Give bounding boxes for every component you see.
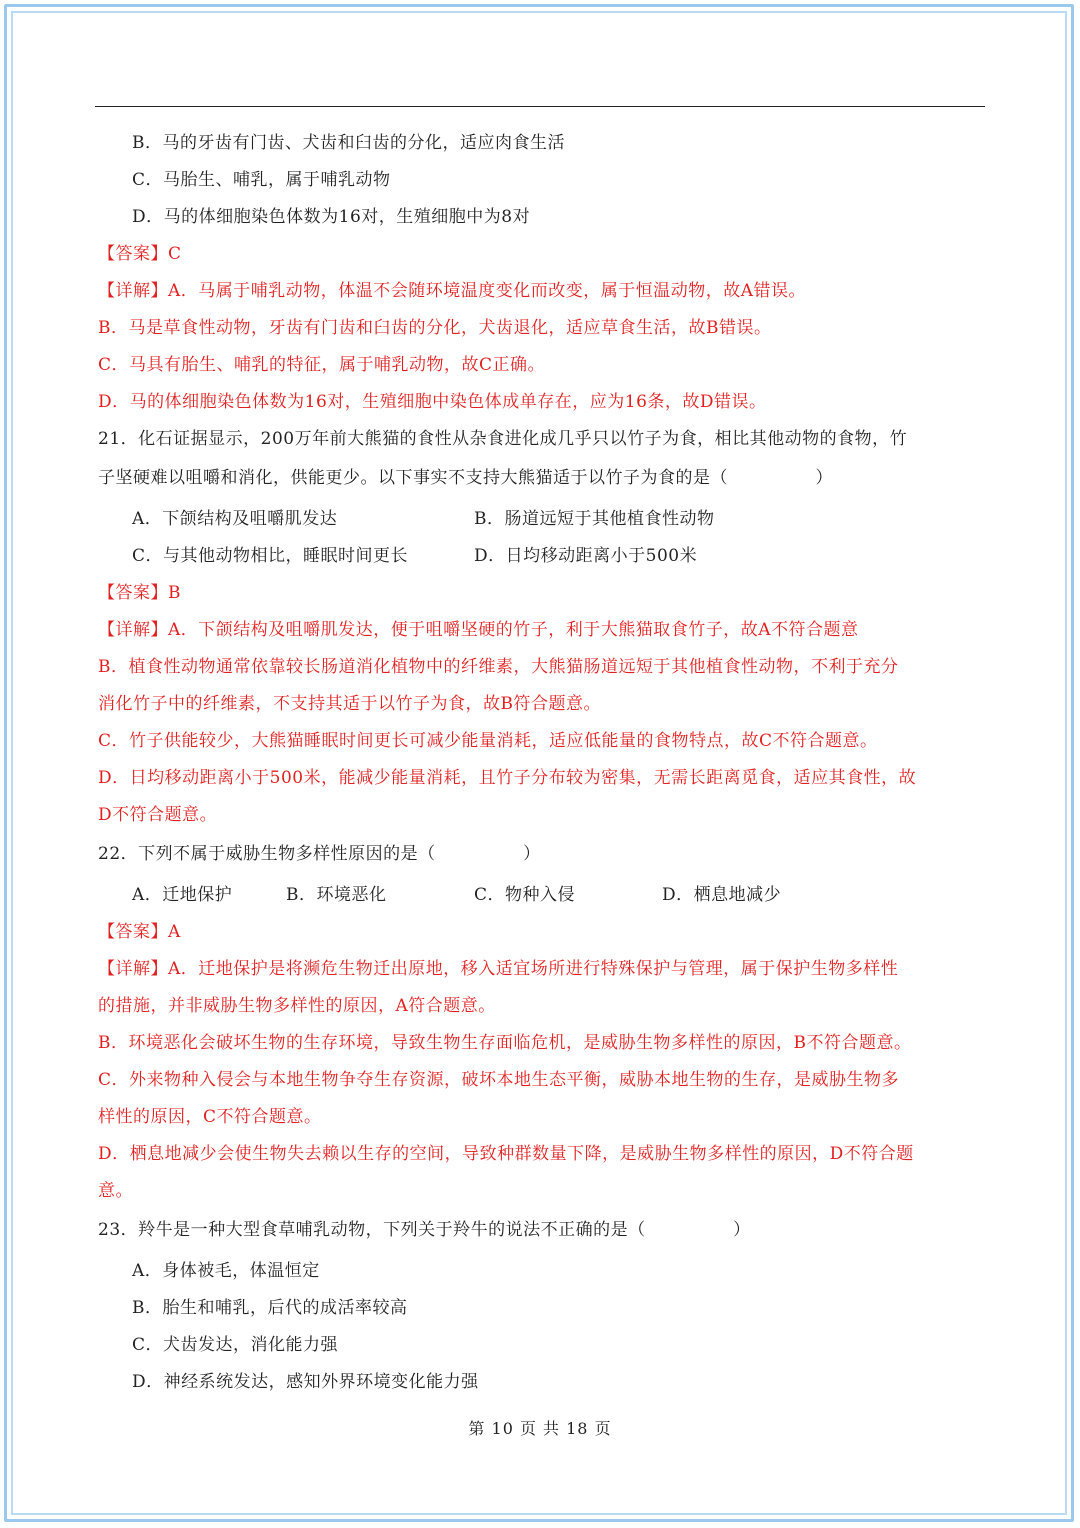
q21-option: D．日均移动距离小于500米	[474, 546, 698, 566]
answer-line: C．外来物种入侵会与本地生物争夺生存资源，破坏本地生态平衡，威胁本地生物的生存，是威胁生物多	[98, 1070, 900, 1090]
question-line: A．身体被毛，体温恒定	[132, 1261, 320, 1281]
answer-line: C．马具有胎生、哺乳的特征，属于哺乳动物，故C正确。	[98, 355, 546, 375]
page-footer: 第 10 页 共 18 页	[468, 1419, 612, 1438]
q22-option: A．迁地保护	[132, 885, 233, 905]
answer-line: B．马是草食性动物，牙齿有门齿和臼齿的分化，犬齿退化，适应草食生活，故B错误。	[98, 318, 772, 338]
answer-line: 【详解】A．马属于哺乳动物，体温不会随环境温度变化而改变，属于恒温动物，故A错误。	[98, 281, 807, 301]
question-line: C．犬齿发达，消化能力强	[132, 1335, 339, 1355]
question-line: C．马胎生、哺乳，属于哺乳动物	[132, 170, 391, 190]
q21-option: A．下颌结构及咀嚼肌发达	[132, 509, 338, 529]
answer-line: 【答案】C	[98, 244, 182, 264]
question-line: D．马的体细胞染色体数为16对，生殖细胞中为8对	[132, 207, 531, 227]
question-line: 子坚硬难以咀嚼和消化，供能更少。以下事实不支持大熊猫适于以竹子为食的是（ ）	[98, 468, 833, 488]
question-line: B．胎生和哺乳，后代的成活率较高	[132, 1298, 408, 1318]
answer-line: 消化竹子中的纤维素，不支持其适于以竹子为食，故B符合题意。	[98, 694, 601, 714]
answer-line: B．植食性动物通常依靠较长肠道消化植物中的纤维素，大熊猫肠道远短于其他植食性动物，不利于充分	[98, 657, 899, 677]
q21-option: B．肠道远短于其他植食性动物	[474, 509, 715, 529]
answer-line: D．栖息地减少会使生物失去赖以生存的空间，导致种群数量下降，是威胁生物多样性的原因，D不符合题	[98, 1144, 914, 1164]
question-line: 23．羚牛是一种大型食草哺乳动物，下列关于羚牛的说法不正确的是（ ）	[98, 1220, 751, 1240]
answer-line: C．竹子供能较少，大熊猫睡眠时间更长可减少能量消耗，适应低能量的食物特点，故C不符合题意。	[98, 731, 878, 751]
answer-line: 样性的原因，C不符合题意。	[98, 1107, 322, 1127]
answer-line: D．日均移动距离小于500米，能减少能量消耗，且竹子分布较为密集，无需长距离觅食，适应其食性，故	[98, 768, 917, 788]
page-frame-inner	[11, 11, 1067, 1515]
answer-line: 【答案】A	[98, 922, 181, 942]
answer-line: 的措施，并非威胁生物多样性的原因，A符合题意。	[98, 996, 496, 1016]
answer-line: D不符合题意。	[98, 805, 218, 825]
answer-line: 【答案】B	[98, 583, 181, 603]
answer-line: 【详解】A．迁地保护是将濒危生物迁出原地，移入适宜场所进行特殊保护与管理，属于保护生物多样性	[98, 959, 899, 979]
q21-option: C．与其他动物相比，睡眠时间更长	[132, 546, 409, 566]
header-rule	[95, 106, 985, 107]
answer-line: 【详解】A．下颌结构及咀嚼肌发达，便于咀嚼坚硬的竹子，利于大熊猫取食竹子，故A不符合题意	[98, 620, 859, 640]
q22-option: D．栖息地减少	[662, 885, 782, 905]
question-line: D．神经系统发达，感知外界环境变化能力强	[132, 1372, 479, 1392]
answer-line: B．环境恶化会破坏生物的生存环境，导致生物生存面临危机，是威胁生物多样性的原因，B不符合题意。	[98, 1033, 912, 1053]
answer-line: 意。	[98, 1181, 133, 1201]
question-line: 22．下列不属于威胁生物多样性原因的是（ ）	[98, 844, 541, 864]
q22-option: B．环境恶化	[286, 885, 387, 905]
answer-line: D．马的体细胞染色体数为16对，生殖细胞中染色体成单存在，应为16条，故D错误。	[98, 392, 767, 412]
question-line: 21．化石证据显示，200万年前大熊猫的食性从杂食进化成几乎只以竹子为食，相比其他动物的食物，竹	[98, 429, 908, 449]
q22-option: C．物种入侵	[474, 885, 576, 905]
question-line: B．马的牙齿有门齿、犬齿和臼齿的分化，适应肉食生活	[132, 133, 565, 153]
